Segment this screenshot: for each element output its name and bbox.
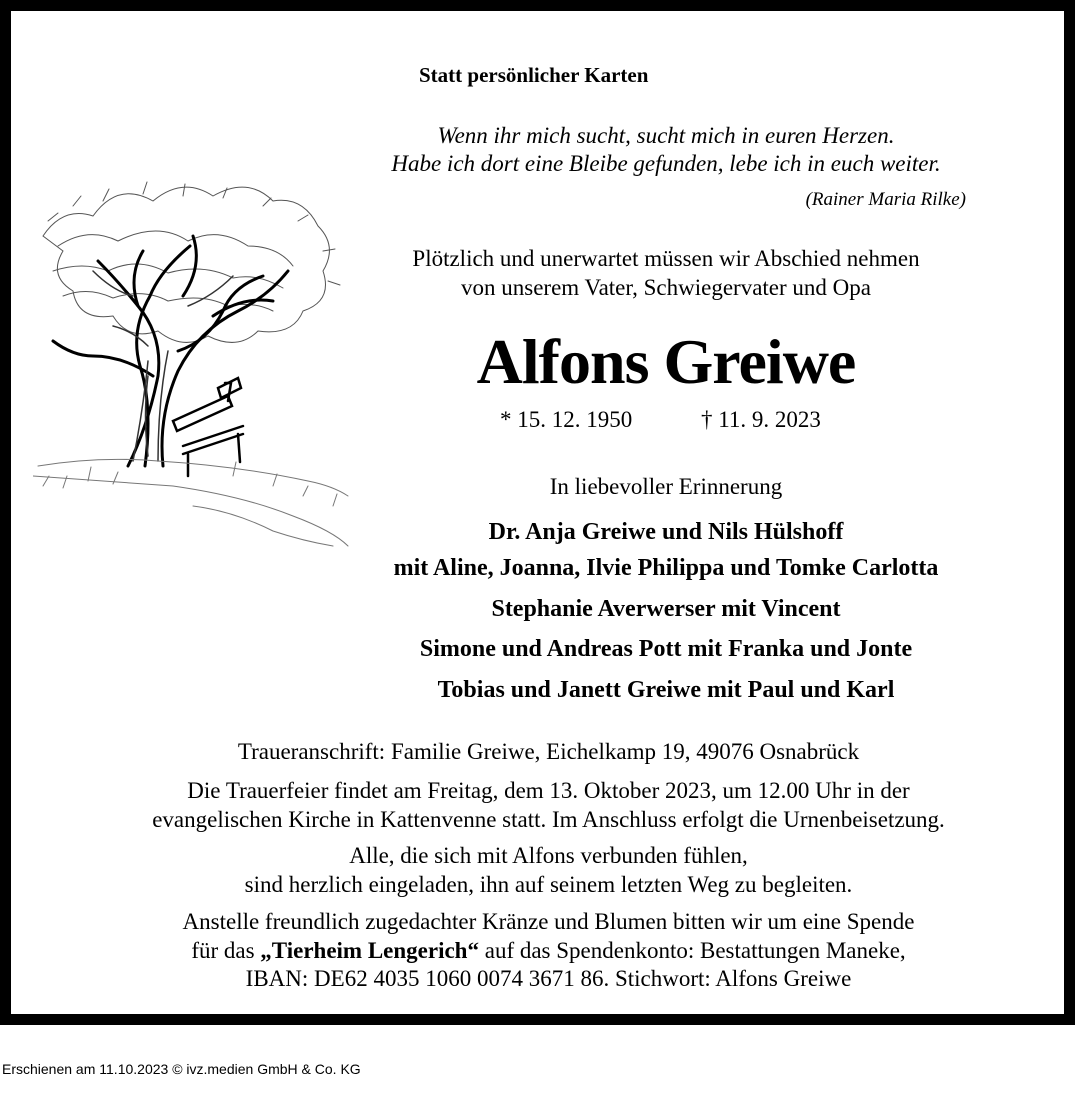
invitation-line-1: Alle, die sich mit Alfons verbunden fühlen, — [349, 843, 748, 868]
intro-line-2: von unserem Vater, Schwiegervater und Opa — [461, 275, 871, 300]
family-line: mit Aline, Joanna, Ilvie Philippa und Tomke Carlotta — [393, 555, 939, 581]
birth-date: * 15. 12. 1950 — [500, 407, 633, 432]
family-line: Stephanie Averwerser mit Vincent — [491, 596, 841, 622]
invitation-line-2: sind herzlich eingeladen, ihn auf seinem letzten Weg zu begleiten. — [244, 872, 853, 897]
donation-line-1: Anstelle freundlich zugedachter Kränze und Blumen bitten wir um eine Spende — [182, 909, 915, 934]
family-line: Dr. Anja Greiwe und Nils Hülshoff — [488, 519, 844, 545]
donation-recipient: „Tierheim Lengerich“ — [260, 938, 479, 963]
memory-line: In liebevoller Erinnerung — [549, 474, 783, 499]
quote-line-2: Habe ich dort eine Bleibe gefunden, lebe ich in euch weiter. — [391, 151, 941, 176]
publication-footer: Erschienen am 11.10.2023 © ivz.medien GmbH & Co. KG — [2, 1061, 361, 1077]
donation-line-3: IBAN: DE62 4035 1060 0074 3671 86. Stichwort: Alfons Greiwe — [245, 966, 852, 991]
donation-text-post: auf das Spendenkonto: Bestattungen Maneke, — [478, 938, 906, 963]
family-line: Simone und Andreas Pott mit Franka und Jonte — [419, 636, 913, 662]
header-text: Statt persönlicher Karten — [419, 63, 649, 87]
mourning-address: Traueranschrift: Familie Greiwe, Eichelkamp 19, 49076 Osnabrück — [237, 739, 860, 764]
intro-line-1: Plötzlich und unerwartet müssen wir Abschied nehmen — [412, 246, 920, 271]
donation-line-2 — [51, 938, 1046, 964]
ceremony-line-1: Die Trauerfeier findet am Freitag, dem 13. Oktober 2023, um 12.00 Uhr in der — [187, 778, 910, 803]
quote-author: (Rainer Maria Rilke) — [805, 189, 966, 210]
quote-line-1: Wenn ihr mich sucht, sucht mich in euren Herzen. — [437, 123, 895, 148]
ceremony-line-2: evangelischen Kirche in Kattenvenne statt. Im Anschluss erfolgt die Urnenbeisetzung. — [152, 807, 945, 832]
family-line: Tobias und Janett Greiwe mit Paul und Karl — [437, 677, 895, 703]
tree-and-bench-illustration — [33, 176, 353, 551]
deceased-name: Alfons Greiwe — [476, 326, 856, 397]
donation-text-pre: für das — [191, 938, 261, 963]
death-date: † 11. 9. 2023 — [701, 407, 821, 432]
